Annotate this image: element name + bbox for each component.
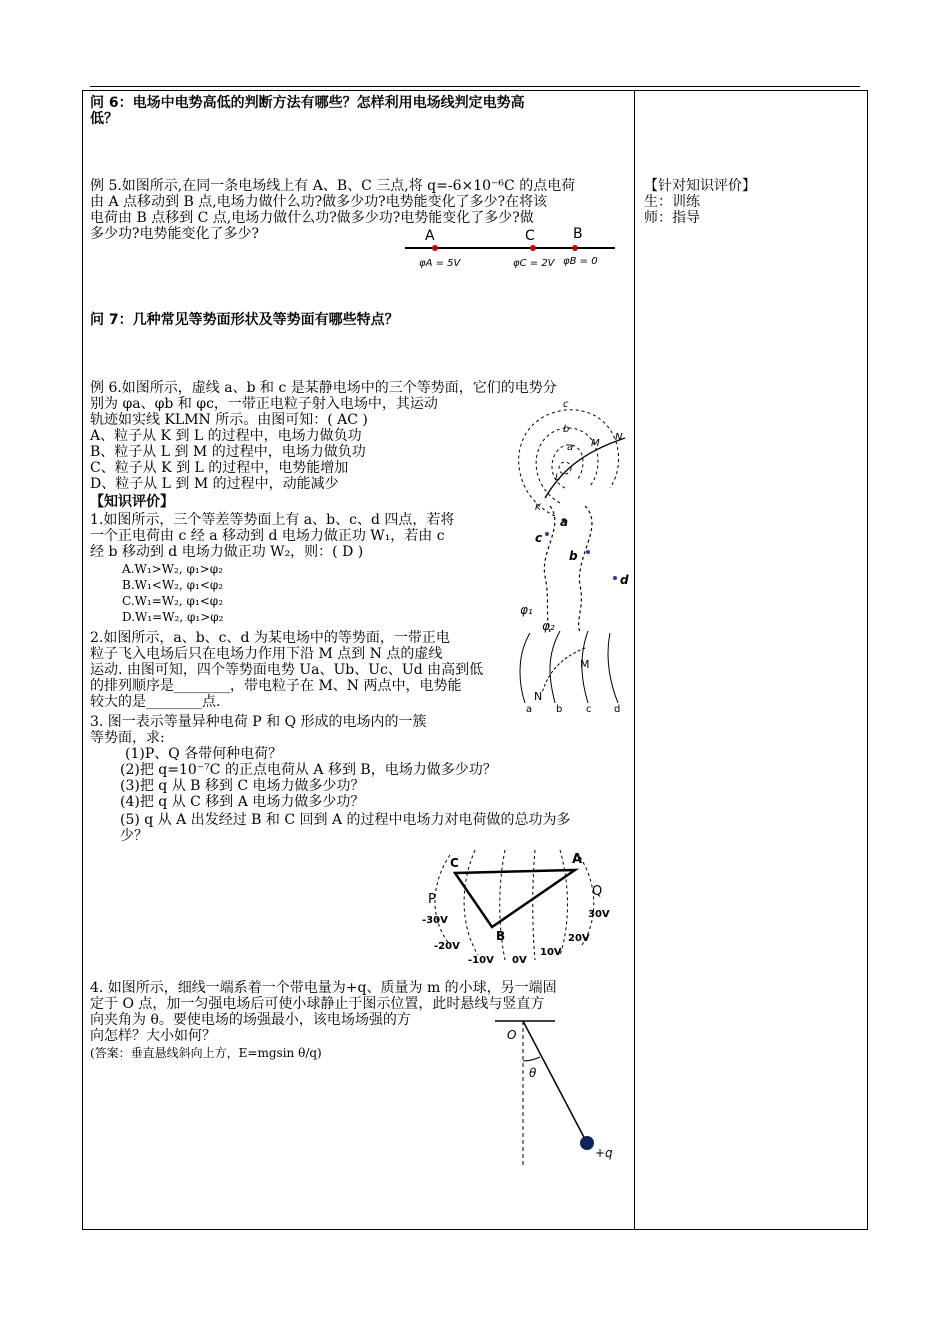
p2-equipotential-figure <box>510 628 630 713</box>
p3-label-Q: Q <box>592 884 603 899</box>
p1-label-phi1: φ₁ <box>520 603 533 617</box>
p4-line2: 定于 O 点，加一匀强电场后可使小球静止于图示位置，此时悬线与竖直方 <box>90 996 545 1012</box>
p2-label-c: c <box>586 704 592 715</box>
ex6-option-b: B、粒子从 L 到 M 的过程中，电场力做负功 <box>90 444 366 460</box>
ex6-label-b: b <box>563 424 570 435</box>
p1-label-b: b <box>569 549 578 563</box>
q6-line2: 低？ <box>90 111 118 127</box>
p3-label-B: B <box>496 929 506 943</box>
p3-sub1: (1)P、Q 各带何种电荷？ <box>125 746 283 762</box>
ex6-option-c: C、粒子从 K 到 L 的过程中，电势能增加 <box>90 460 349 476</box>
p4-line1: 4. 如图所示，细线一端系着一个带电量为+q、质量为 m 的小球，另一端固 <box>90 980 557 996</box>
right-line2: 师：指导 <box>644 210 700 226</box>
p1-line1: 1.如图所示，三个等差等势面上有 a、b、c、d 四点，若将 <box>90 512 455 528</box>
p2-line4: 的排列顺序是________，带电粒子在 M、N 两点中，电势能 <box>90 678 462 694</box>
ex6-equipotential-figure <box>505 398 630 516</box>
evaluation-heading: 【知识评价】 <box>90 494 174 510</box>
ex5-phiC: φC = 2V <box>513 258 555 269</box>
p4-label-charge: +q <box>595 1146 613 1160</box>
p3-label-10v: 10V <box>540 947 562 958</box>
ex6-option-a: A、粒子从 K 到 L 的过程中，电场力做负功 <box>90 428 362 444</box>
p3-sub4: (4)把 q 从 C 移到 A 电场力做多少功？ <box>120 794 365 810</box>
p3-label-20v: 20V <box>568 933 590 944</box>
p3-label-minus10: -10V <box>468 955 494 966</box>
p3-sub2: (2)把 q=10⁻⁷C 的正点电荷从 A 移到 B，电场力做多少功？ <box>120 762 497 778</box>
p3-label-A: A <box>572 852 583 867</box>
right-line1: 生：训练 <box>644 194 700 210</box>
q7-text: 问 7：几种常见等势面形状及等势面有哪些特点？ <box>90 312 399 328</box>
ex6-option-d: D、粒子从 L 到 M 的过程中，动能减少 <box>90 476 339 492</box>
ex6-label-M: M <box>591 438 600 449</box>
p3-label-minus30: -30V <box>422 915 448 926</box>
p4-label-theta: θ <box>529 1066 537 1080</box>
ex6-label-K: K <box>535 503 541 513</box>
ex5-label-C: C <box>525 228 535 244</box>
q6-line1: 问 6：电场中电势高低的判断方法有哪些？怎样利用电场线判定电势高 <box>90 95 525 111</box>
ex6-label-N: N <box>615 432 623 443</box>
ex5-line3: 电荷由 B 点移到 C 点,电场力做什么功?做多少功?电势能变化了多少?做 <box>90 210 534 226</box>
p3-line2: 等势面，求: <box>90 730 165 746</box>
p2-line1: 2.如图所示，a、b、c、d 为某电场中的等势面，一带正电 <box>90 630 450 646</box>
ex6-label-L: L <box>555 473 561 483</box>
p2-line3: 运动. 由图可知，四个等势面电势 Ua、Ub、Uc、Ud 由高到低 <box>90 662 484 678</box>
ex5-phiA: φA = 5V <box>419 258 461 269</box>
p1-line2: 一个正电荷由 c 经 a 移动到 d 电场力做正功 W₁，若由 c <box>90 528 445 544</box>
ex5-line1: 例 5.如图所示,在同一条电场线上有 A、B、C 三点,将 q=-6×10⁻⁶C 的点电荷 <box>90 178 576 194</box>
p1-label-a: a <box>560 515 569 529</box>
p3-sub5-line1: (5) q 从 A 出发经过 B 和 C 回到 A 的过程中电场力对电荷做的总功为多 <box>120 812 571 828</box>
p4-label-O: O <box>507 1028 517 1042</box>
p1-label-d: d <box>620 573 629 587</box>
p1-label-c: c <box>535 531 543 545</box>
p2-label-d: d <box>614 704 621 715</box>
p1-option-d: D.W₁=W₂, φ₁>φ₂ <box>122 610 224 624</box>
p3-sub5-line2: 少？ <box>120 828 148 844</box>
ex5-field-line-figure <box>405 224 625 272</box>
p3-label-P: P <box>428 892 436 907</box>
ex6-line2: 别为 φa、φb 和 φc，一带正电粒子射入电场中，其运动 <box>90 396 438 412</box>
p3-line1: 3. 图一表示等量异种电荷 P 和 Q 形成的电场内的一簇 <box>90 714 427 730</box>
p3-label-30v: 30V <box>588 909 610 920</box>
p4-line4: 向怎样？大小如何？ <box>90 1028 216 1044</box>
p1-label-phi2: φ₂ <box>542 619 555 633</box>
ex6-label-a: a <box>567 442 574 453</box>
p2-label-M: M <box>580 658 590 671</box>
p2-label-b: b <box>556 704 563 715</box>
p1-option-c: C.W₁=W₂, φ₁<φ₂ <box>122 594 224 608</box>
p2-label-a: a <box>526 704 533 715</box>
p3-label-C: C <box>450 856 459 870</box>
p1-option-a: A.W₁>W₂, φ₁>φ₂ <box>122 562 223 576</box>
ex5-line4: 多少功?电势能变化了多少? <box>90 226 260 242</box>
ex6-line3: 轨迹如实线 KLMN 所示。由图可知：( AC ) <box>90 412 368 428</box>
top-rule <box>90 86 860 87</box>
p3-dipole-figure <box>420 845 620 970</box>
p2-label-N: N <box>534 690 543 703</box>
ex5-phiB: φB = 0 <box>563 256 598 267</box>
p1-equipotential-figure <box>520 506 635 632</box>
p3-sub3: (3)把 q 从 B 移到 C 电场力做多少功？ <box>120 778 365 794</box>
p2-line2: 粒子飞入电场后只在电场力作用下沿 M 点到 N 点的虚线 <box>90 646 443 662</box>
p4-answer: (答案：垂直悬线斜向上方，E=mgsin θ/q) <box>90 1046 322 1060</box>
ex6-line1: 例 6.如图所示，虚线 a、b 和 c 是某静电场中的三个等势面，它们的电势分 <box>90 380 557 396</box>
p4-pendulum-figure <box>495 1015 635 1170</box>
ex5-label-B: B <box>573 226 583 242</box>
p4-line3: 向夹角为 θ。要使电场的场强最小，该电场场强的方 <box>90 1012 411 1028</box>
right-heading: 【针对知识评价】 <box>644 178 756 194</box>
ex5-label-A: A <box>425 228 435 244</box>
p3-label-minus20: -20V <box>434 941 460 952</box>
p1-line3: 经 b 移动到 d 电场力做正功 W₂，则：( D ) <box>90 544 364 560</box>
p1-option-b: B.W₁<W₂, φ₁<φ₂ <box>122 578 224 592</box>
ex6-label-c: c <box>563 399 569 410</box>
p3-label-0v: 0V <box>512 955 527 966</box>
p2-line5: 较大的是________点. <box>90 694 221 710</box>
ex5-line2: 由 A 点移动到 B 点,电场力做什么功?做多少功?电势能变化了多少?在将该 <box>90 194 548 210</box>
